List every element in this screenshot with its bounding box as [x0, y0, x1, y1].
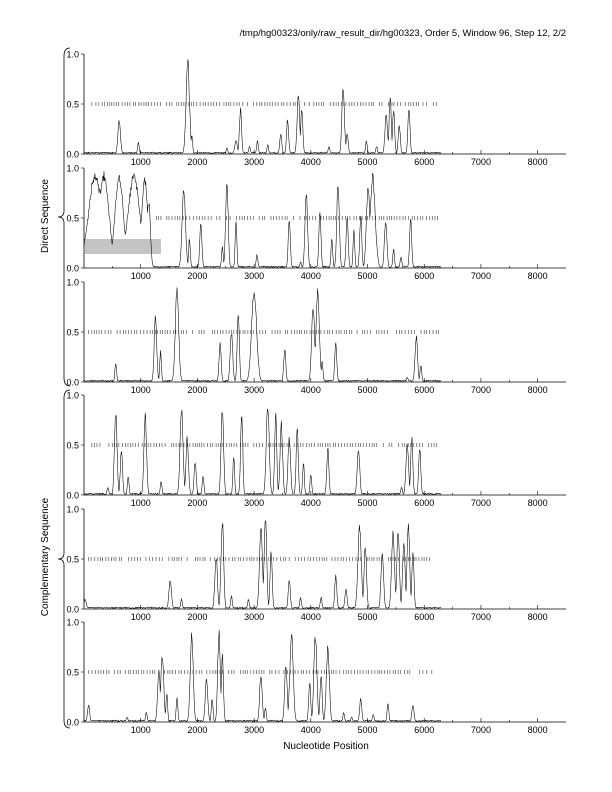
x-tick-label: 4000: [300, 612, 321, 622]
x-tick-label: 3000: [244, 271, 265, 281]
x-tick-label: 8000: [527, 498, 548, 508]
x-tick-label: 1000: [130, 385, 151, 395]
x-tick-label: 8000: [527, 725, 548, 735]
x-tick-label: 8000: [527, 612, 548, 622]
x-tick-label: 2000: [187, 725, 208, 735]
x-tick-label: 7000: [470, 157, 491, 167]
y-tick-label: 1.0: [66, 49, 79, 60]
y-tick-label: 1.0: [66, 277, 79, 288]
probability-trace: [84, 409, 441, 494]
y-tick-label: 0.0: [66, 149, 79, 160]
threshold-hashes: [92, 443, 436, 447]
threshold-hashes: [89, 670, 432, 674]
x-tick-label: 4000: [300, 157, 321, 167]
x-tick-label: 2000: [187, 612, 208, 622]
x-tick-label: 3000: [244, 385, 265, 395]
x-tick-label: 6000: [414, 157, 435, 167]
x-tick-label: 5000: [357, 271, 378, 281]
x-tick-label: 7000: [470, 271, 491, 281]
y-tick-label: 0.5: [66, 440, 79, 451]
x-tick-label: 6000: [414, 271, 435, 281]
x-tick-label: 3000: [244, 498, 265, 508]
y-tick-label: 1.0: [66, 163, 79, 174]
y-tick-label: 0.0: [66, 263, 79, 274]
x-tick-label: 2000: [187, 271, 208, 281]
y-tick-label: 0.0: [66, 717, 79, 728]
x-tick-label: 3000: [244, 725, 265, 735]
x-tick-label: 7000: [470, 498, 491, 508]
panel-4: [66, 391, 566, 509]
x-tick-label: 7000: [470, 725, 491, 735]
x-tick-label: 5000: [357, 612, 378, 622]
threshold-hashes: [92, 102, 437, 106]
x-tick-label: 6000: [414, 498, 435, 508]
x-tick-label: 5000: [357, 725, 378, 735]
panel-2: [66, 164, 566, 282]
x-tick-label: 5000: [357, 385, 378, 395]
x-tick-label: 8000: [527, 271, 548, 281]
x-tick-label: 6000: [414, 725, 435, 735]
panel-3: [66, 278, 566, 396]
y-tick-label: 0.5: [66, 667, 79, 678]
y-tick-label: 0.0: [66, 377, 79, 388]
x-tick-label: 1000: [130, 271, 151, 281]
y-tick-label: 0.5: [66, 213, 79, 224]
y-tick-label: 1.0: [66, 390, 79, 401]
y-tick-label: 0.5: [66, 99, 79, 110]
probability-trace: [84, 630, 441, 722]
threshold-hashes: [89, 557, 430, 561]
x-tick-label: 1000: [130, 157, 151, 167]
panels-group: [66, 50, 566, 736]
probability-trace: [84, 521, 441, 609]
x-tick-label: 4000: [300, 498, 321, 508]
y-tick-label: 0.5: [66, 554, 79, 565]
y-tick-label: 0.0: [66, 490, 79, 501]
x-tick-label: 4000: [300, 725, 321, 735]
threshold-hashes: [89, 330, 439, 334]
threshold-hashes: [157, 216, 438, 220]
x-tick-label: 8000: [527, 385, 548, 395]
highlight-band: [85, 239, 161, 254]
x-tick-label: 2000: [187, 157, 208, 167]
x-tick-label: 8000: [527, 157, 548, 167]
x-tick-label: 3000: [244, 612, 265, 622]
x-tick-label: 1000: [130, 612, 151, 622]
direct-sequence-label: Direct Sequence: [40, 179, 51, 253]
x-tick-label: 7000: [470, 385, 491, 395]
x-tick-label: 4000: [300, 271, 321, 281]
x-tick-label: 6000: [414, 612, 435, 622]
y-tick-label: 1.0: [66, 617, 79, 628]
panel-1: [66, 50, 566, 168]
panel-6: [66, 618, 566, 736]
x-tick-label: 2000: [187, 385, 208, 395]
header-path: /tmp/hg00323/only/raw_result_dir/hg00323, Order 5, Window 96, Step 12, 2/2: [239, 28, 566, 39]
y-tick-label: 0.0: [66, 604, 79, 615]
x-tick-label: 4000: [300, 385, 321, 395]
y-tick-label: 1.0: [66, 504, 79, 515]
x-tick-label: 7000: [470, 612, 491, 622]
x-tick-label: 6000: [414, 385, 435, 395]
x-tick-label: 1000: [130, 725, 151, 735]
complementary-sequence-label: Complementary Sequence: [40, 497, 51, 617]
x-tick-label: 2000: [187, 498, 208, 508]
x-axis-label: Nucleotide Position: [283, 741, 369, 752]
probability-trace: [84, 287, 441, 381]
probability-trace: [84, 59, 441, 153]
x-tick-label: 5000: [357, 498, 378, 508]
x-tick-label: 1000: [130, 498, 151, 508]
y-tick-label: 0.5: [66, 327, 79, 338]
x-tick-label: 3000: [244, 157, 265, 167]
panel-5: [66, 505, 566, 623]
x-tick-label: 5000: [357, 157, 378, 167]
